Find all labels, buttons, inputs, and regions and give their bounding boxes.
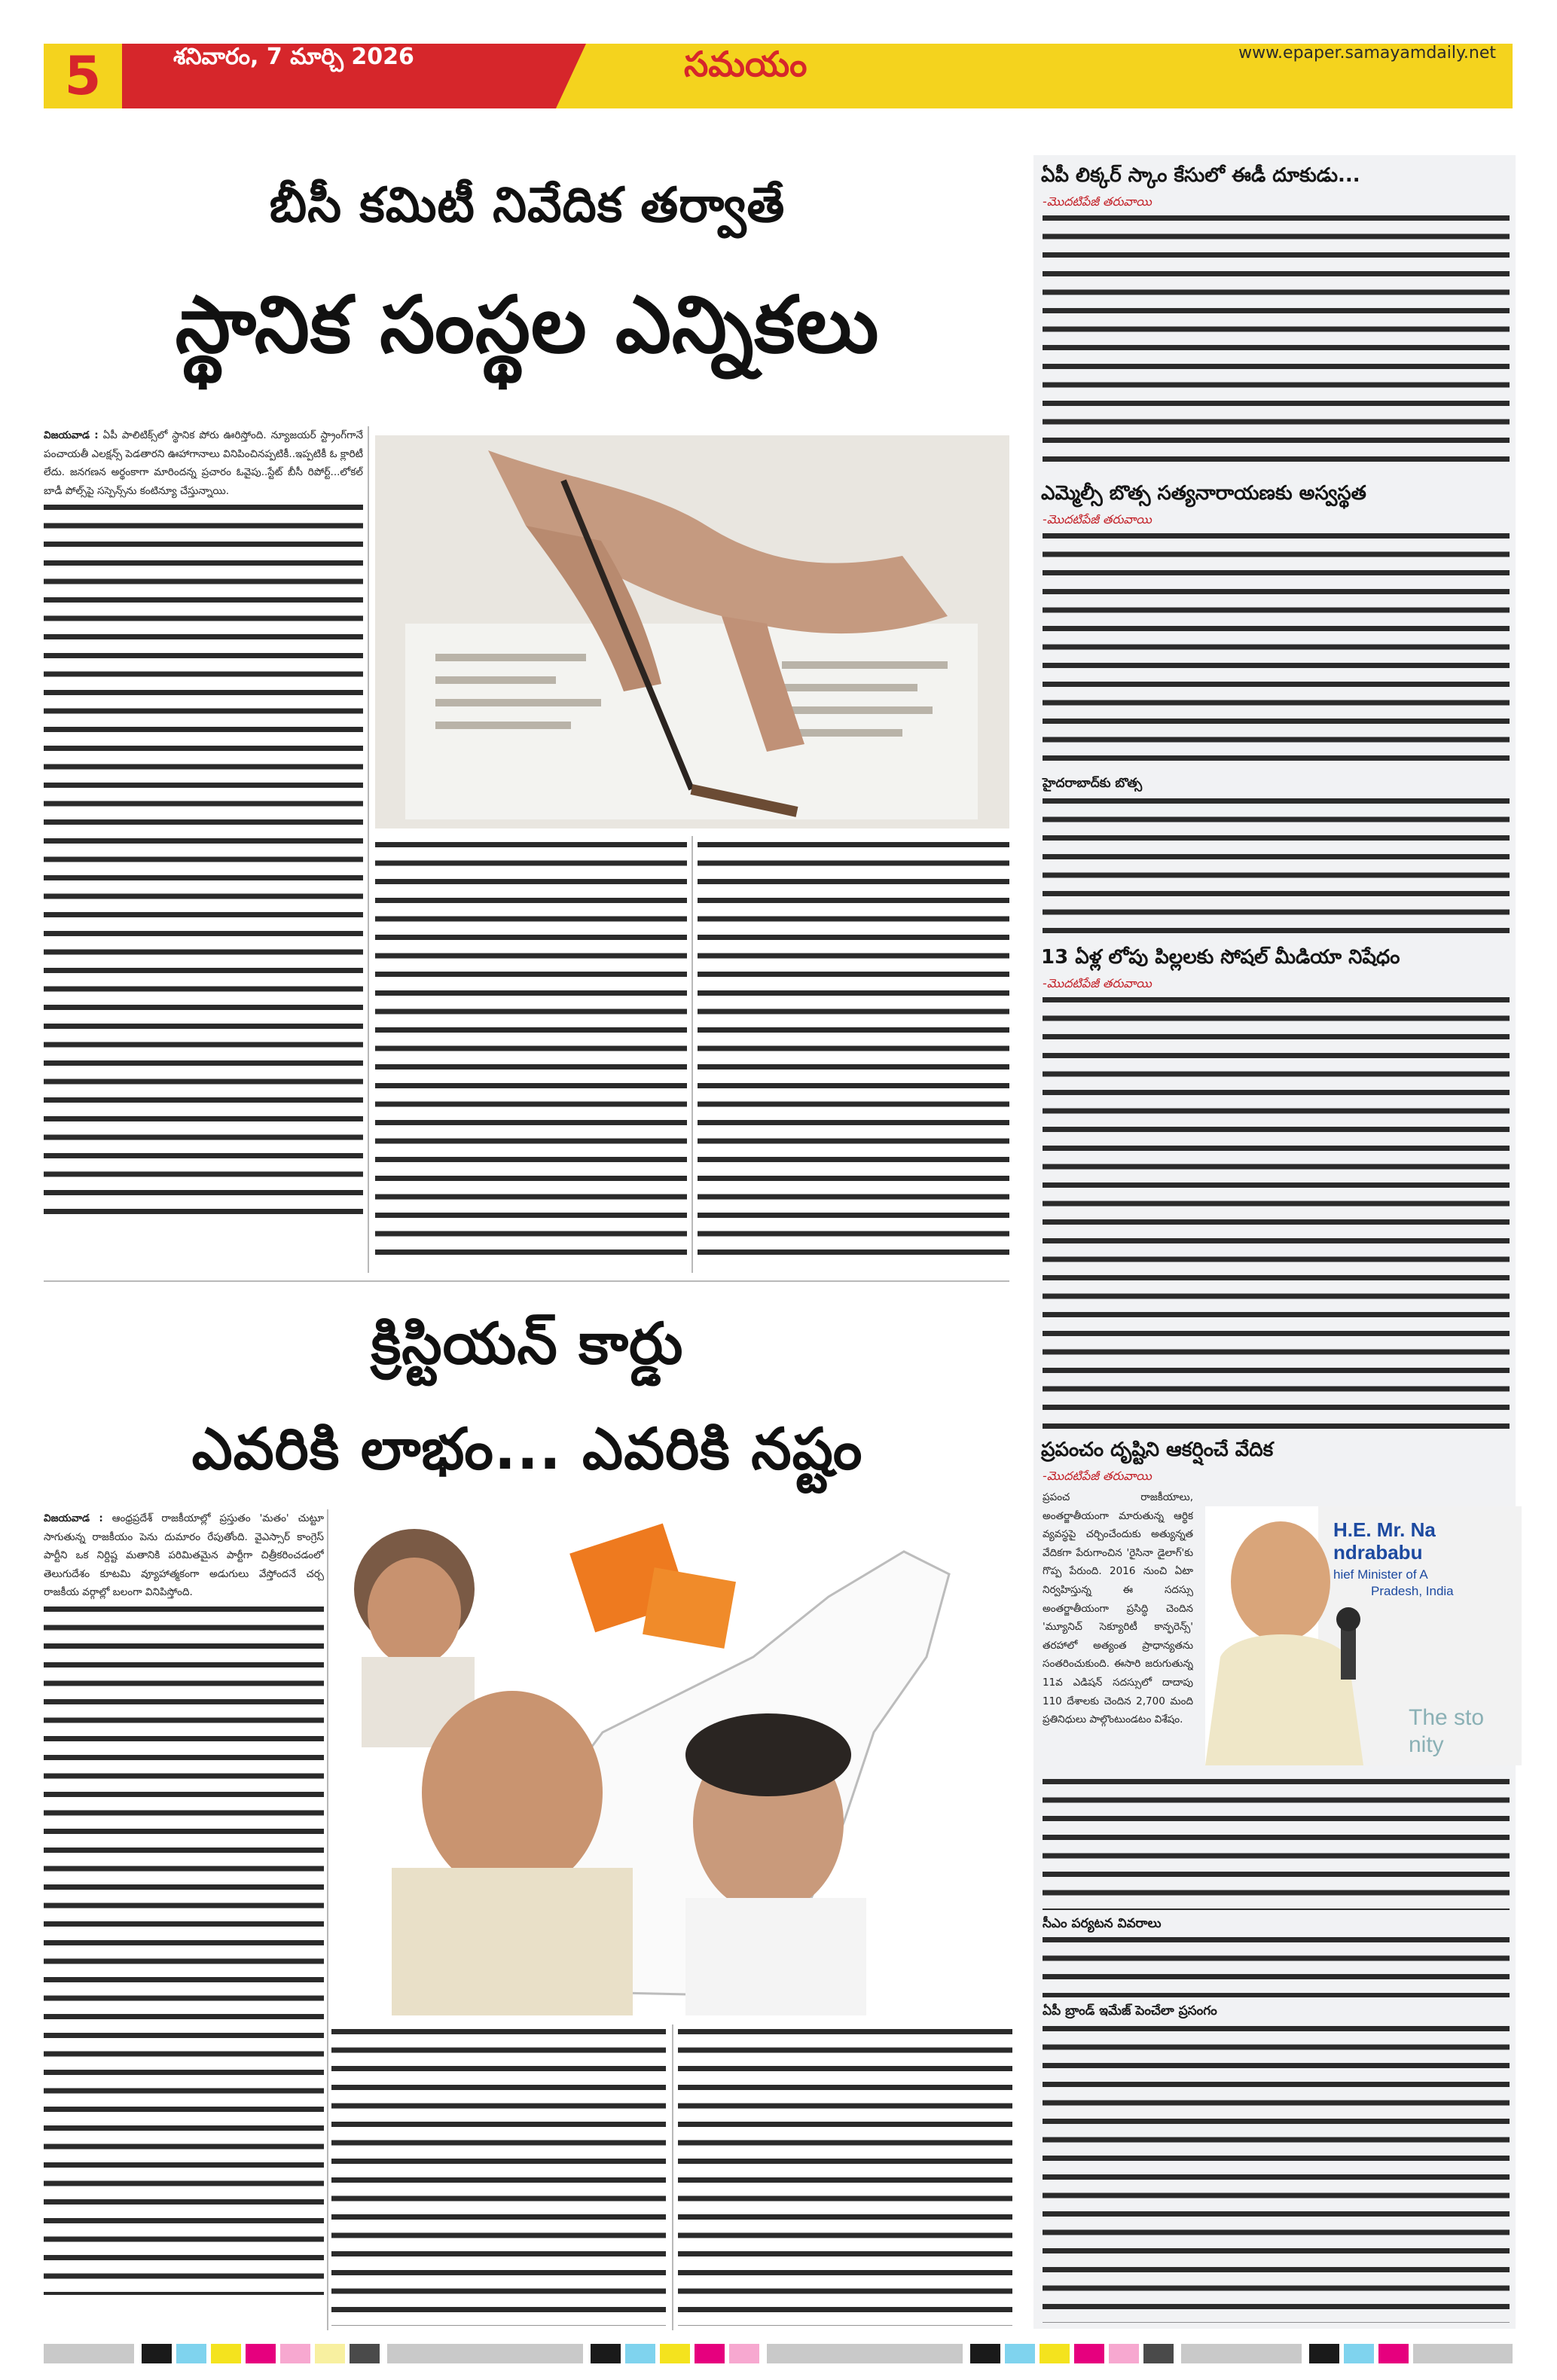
- right-story2-text: [1043, 529, 1510, 770]
- right-story1-byline: -మొదటిపేజీ తరువాయి: [1043, 194, 1152, 209]
- pink-bar: [1109, 2344, 1139, 2363]
- caption-line-1: H.E. Mr. Na: [1333, 1518, 1436, 1541]
- story1-body-lines: [44, 500, 363, 1216]
- cyan-bar: [176, 2344, 206, 2363]
- print-color-bars: [44, 2344, 1513, 2363]
- caption-line-6: nity: [1409, 1732, 1444, 1757]
- right-story3-title: 13 ఏళ్ల లోపు పిల్లలకు సోషల్ మీడియా నిషేధం: [1041, 946, 1400, 969]
- grey-bar: [767, 2344, 963, 2363]
- dark-bar: [1143, 2344, 1174, 2363]
- story1-headline-line1: బీసీ కమిటీ నివేదిక తర్వాతే: [269, 178, 786, 233]
- caption-line-5: The sto: [1409, 1705, 1485, 1730]
- story1-dateline: విజయవాడ :: [44, 429, 99, 441]
- right-story4-text: [1043, 1488, 1193, 1774]
- voting-finger-photo: [375, 435, 1009, 828]
- cyan-bar: [1005, 2344, 1035, 2363]
- story1-column-1: [44, 426, 363, 1262]
- right-story1-title: ఏపీ లిక్కర్ స్కాం కేసులో ఈడీ దూకుడు...: [1041, 164, 1360, 187]
- cyan-bar: [1344, 2344, 1374, 2363]
- caption-line-4: Pradesh, India: [1371, 1584, 1454, 1598]
- right-story3-text: [1043, 993, 1510, 1431]
- column-divider: [327, 1509, 328, 2330]
- right-story3-byline: -మొదటిపేజీ తరువాయి: [1043, 976, 1152, 990]
- grey-bar: [44, 2344, 134, 2363]
- column-divider: [672, 2025, 673, 2330]
- right-story4-title: ప్రపంచం దృష్టిని ఆకర్షించే వేదిక: [1041, 1439, 1274, 1461]
- politicians-collage-photo: [331, 1506, 1012, 2015]
- right-story2-subhead: హైదరాబాద్‌కు బొత్స: [1043, 776, 1143, 791]
- black-bar: [142, 2344, 172, 2363]
- story2-body-lines: [44, 1602, 324, 2295]
- caption-line-3: hief Minister of A: [1333, 1567, 1428, 1582]
- story2-lead-text: ఆంధ్రప్రదేశ్ రాజకీయాల్లో ప్రస్తుతం 'మతం' చుట్టూ సాగుతున్న రాజకీయం పెను దుమారం రేపుతోంది. వైఎస్సార్ కాంగ్రెస్ పార్టీని ఒక నిర్దిష్ట మతానికి పరిమితమైన పార్టీగా చిత్రీకరించడంలో తెలుగుదేశం కూటమి వ్యూహాత్మకంగా అడుగులు వేస్తోందనే చర్చ రాజకీయ వర్గాల్లో బలంగా వినిపిస్తోంది.: [44, 1512, 324, 1599]
- grey-bar: [1413, 2344, 1513, 2363]
- story2-column-3: [678, 2025, 1012, 2326]
- right-story4-sub1-text: [1043, 1933, 1510, 1997]
- column-divider: [368, 426, 369, 1273]
- page-header: [44, 44, 1513, 108]
- magenta-bar: [246, 2344, 276, 2363]
- grey-bar: [387, 2344, 583, 2363]
- light-yellow-bar: [315, 2344, 345, 2363]
- magenta-bar: [695, 2344, 725, 2363]
- story2-column-1: [44, 1509, 324, 2324]
- magenta-bar: [1074, 2344, 1104, 2363]
- story-divider: [44, 1280, 1009, 1282]
- story2-headline-line1: క్రిస్టియన్ కార్డు: [371, 1310, 684, 1377]
- epaper-url[interactable]: www.epaper.samayamdaily.net: [1238, 44, 1496, 63]
- right-story4-sub2-text: [1043, 2021, 1510, 2323]
- pink-bar: [280, 2344, 310, 2363]
- right-story2-byline: -మొదటిపేజీ తరువాయి: [1043, 512, 1152, 526]
- right-story4-sub2: ఏపీ బ్రాండ్ ఇమేజ్ పెంచేలా ప్రసంగం: [1043, 2003, 1217, 2018]
- yellow-bar: [660, 2344, 690, 2363]
- magenta-bar: [1378, 2344, 1409, 2363]
- cyan-bar: [625, 2344, 655, 2363]
- story2-column-2: [331, 2025, 666, 2326]
- black-bar: [1309, 2344, 1339, 2363]
- story1-column-2: [375, 838, 687, 1268]
- right-story1-text: [1043, 211, 1510, 470]
- column-divider: [691, 836, 693, 1273]
- story1-lead-text: ఏపీ పాలిటిక్స్‌లో స్థానిక పోరు ఊరిస్తోంది. న్యూజయర్ స్ట్రాంగ్‌గానే పంచాయతీ ఎలక్షన్స్ పెడతారని ఊహాగానాలు వినిపించినప్పటికీ..ఇప్పటికీ ఓ క్లారిటీ లేదు. జనగణన అర్థంకాగా మారిందన్న ప్రచారం ఓవైపు..స్టేట్ బీసీ రిపోర్ట్...లోకల్ బాడీ పోల్స్‌పై సస్పెన్స్‌ను కంటిన్యూ చేస్తున్నాయి.: [44, 429, 363, 497]
- dark-bar: [350, 2344, 380, 2363]
- page-number: 5: [44, 44, 122, 108]
- story2-dateline: విజయవాడ :: [44, 1512, 103, 1524]
- story1-headline-line2: స్థానిక సంస్థల ఎన్నికలు: [175, 279, 880, 371]
- issue-date: శనివారం, 7 మార్చి 2026: [173, 44, 414, 70]
- yellow-bar: [211, 2344, 241, 2363]
- pink-bar: [729, 2344, 759, 2363]
- black-bar: [591, 2344, 621, 2363]
- grey-bar: [1181, 2344, 1302, 2363]
- right-story4-sub1: సీఎం పర్యటన వివరాలు: [1043, 1916, 1162, 1931]
- black-bar: [970, 2344, 1000, 2363]
- right-story4-text-full: [1043, 1774, 1510, 1910]
- right-story2-text-more: [1043, 794, 1510, 941]
- right-story2-title: ఎమ్మెల్సీ బొత్స సత్యనారాయణకు అస్వస్థత: [1041, 482, 1366, 505]
- masthead-logo: సమయం: [684, 44, 808, 84]
- caption-line-2: ndrababu: [1333, 1541, 1423, 1564]
- story2-headline-line2: ఎవరికి లాభం... ఎవరికి నష్టం: [191, 1415, 863, 1482]
- cm-speaker-photo: [1205, 1506, 1522, 1765]
- right-story4-lead: ప్రపంచ రాజకీయాలు, అంతర్జాతీయంగా మారుతున్న ఆర్థిక వ్యవస్థపై చర్చించేందుకు అత్యున్నత వేదికగా పేరుగాంచిన 'రైసినా డైలాగ్'కు గొప్ప పేరుంది. 2016 నుంచి ఏటా నిర్వహిస్తున్న ఈ సదస్సు అంతర్జాతీయంగా ప్రసిద్ధి చెందిన 'మ్యూనిచ్ సెక్యూరిటీ కాన్ఫరెన్స్' తరహాలో అత్యంత ప్రాధాన్యతను సంతరించుకుంది. ఈసారి జరుగుతున్న 11వ ఎడిషన్ సదస్సులో దాదాపు 110 దేశాలకు చెందిన 2,700 మంది ప్రతినిధులు పాల్గొంటుండటం విశేషం.: [1043, 1491, 1193, 1726]
- yellow-bar: [1040, 2344, 1070, 2363]
- right-story4-byline: -మొదటిపేజీ తరువాయి: [1043, 1469, 1152, 1483]
- story1-column-3: [698, 838, 1009, 1268]
